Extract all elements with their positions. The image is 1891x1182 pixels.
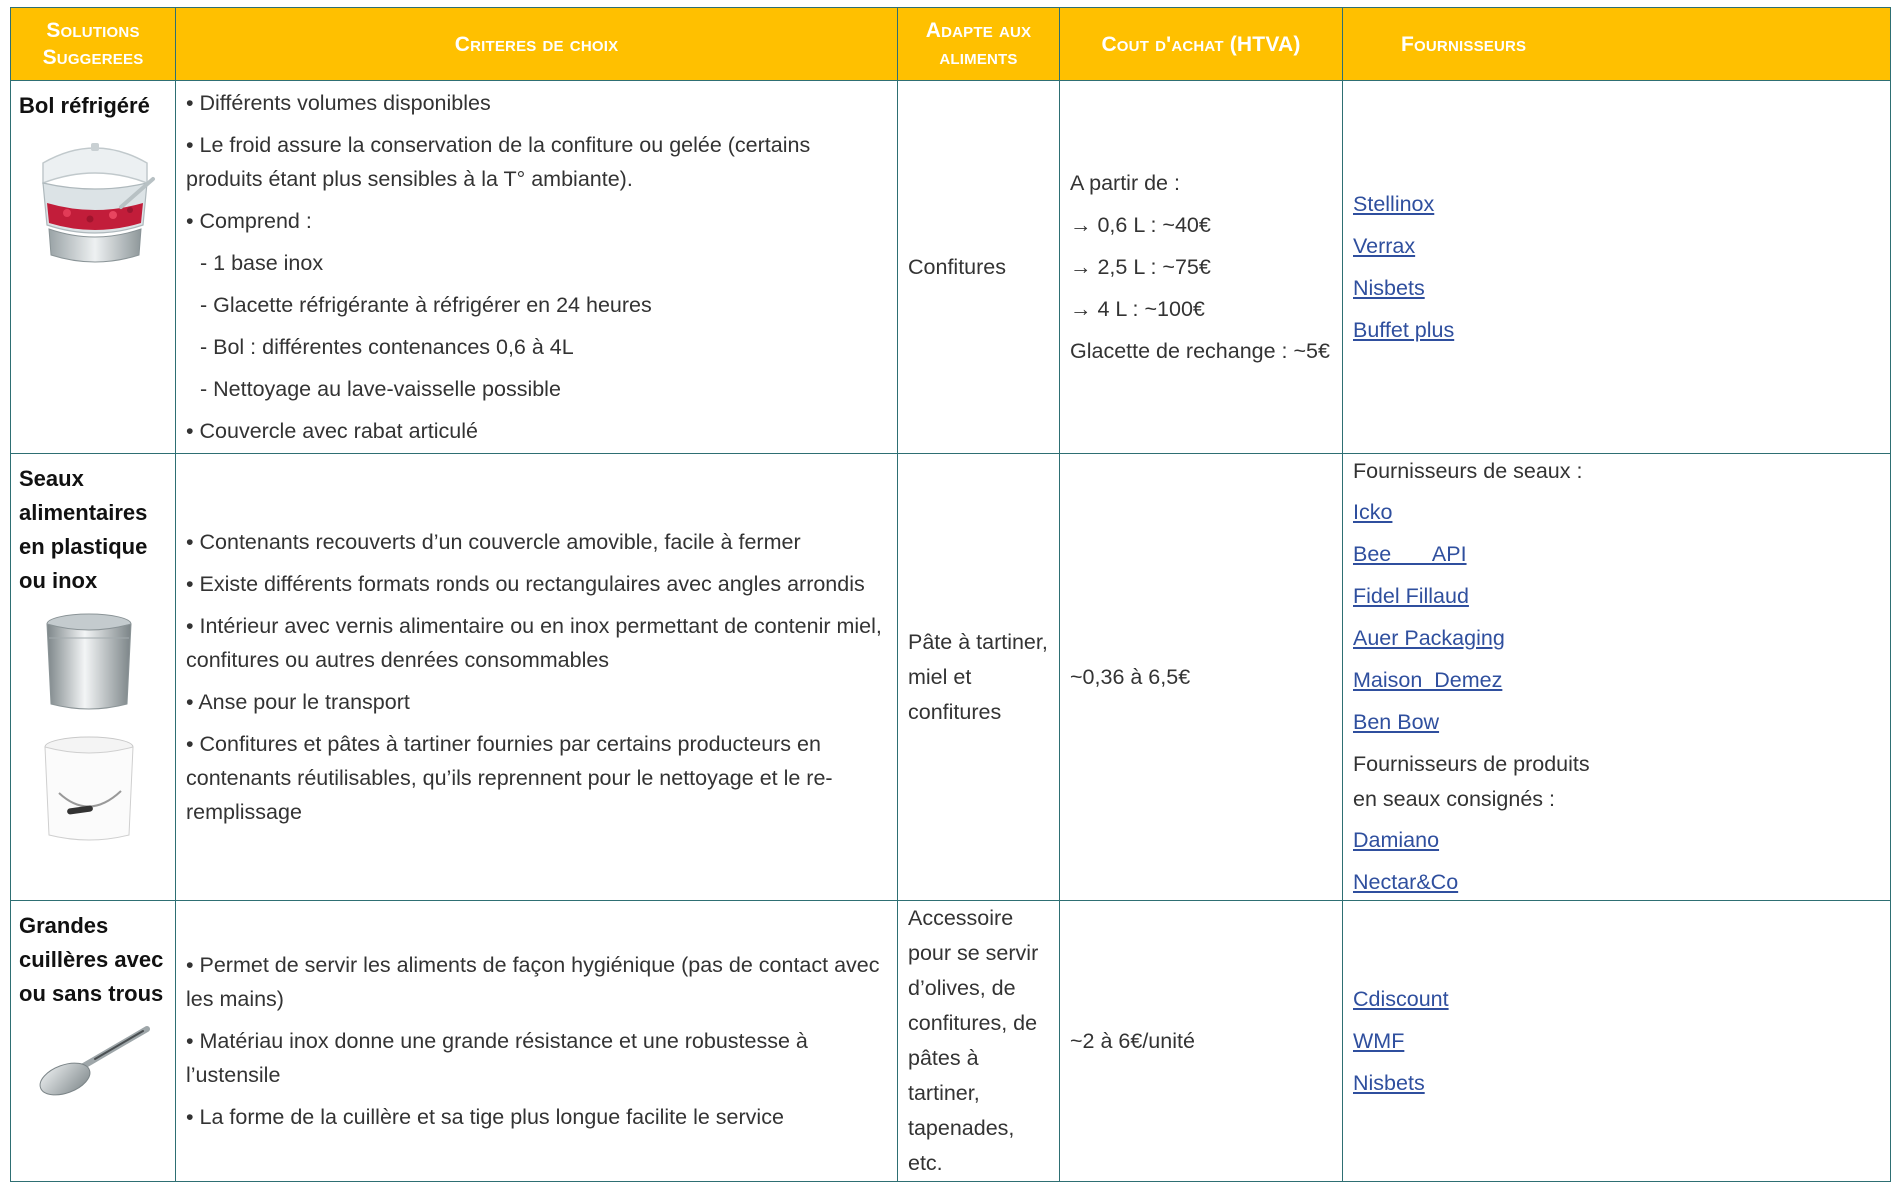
criteria-item: • Intérieur avec vernis alimentaire ou en inox permettant de contenir miel, confitures ou autres denrées consommables	[186, 614, 882, 672]
cost-line: → 0,6 L : ~40€	[1070, 212, 1211, 237]
cost-cell	[1060, 81, 1343, 454]
solution-cell	[11, 81, 176, 454]
supplier-link-icko[interactable]: Icko	[1353, 500, 1393, 524]
cost-cell: ~2 à 6€/unité	[1060, 901, 1343, 1182]
header-cost: Cout d'achat (HTVA)	[1060, 8, 1343, 81]
serving-spoon-image	[19, 1021, 167, 1106]
suppliers-cell	[1343, 901, 1891, 1182]
foods-cell: Accessoire pour se servir d’olives, de confitures, de pâtes à tartiner, tapenades, etc.	[898, 901, 1060, 1182]
criteria-cell	[176, 81, 898, 454]
criteria-item: • Couvercle avec rabat articulé	[186, 419, 478, 443]
header-solutions	[11, 8, 176, 81]
supplier-link-wmf[interactable]: WMF	[1353, 1028, 1405, 1053]
criteria-item: • Matériau inox donne une grande résistance et une robustesse à l’ustensile	[186, 1029, 808, 1087]
cost-cell: ~0,36 à 6,5€	[1060, 454, 1343, 901]
supplier-link-damiano[interactable]: Damiano	[1353, 828, 1440, 852]
header-foods	[898, 8, 1060, 81]
criteria-cell	[176, 454, 898, 901]
supplier-link-auer-packaging[interactable]: Auer Packaging	[1353, 626, 1505, 650]
cost-line: → 4 L : ~100€	[1070, 296, 1205, 321]
criteria-item: • Confitures et pâtes à tartiner fournies par certains producteurs en contenants réutilisables, qu’ils reprennent pour le nettoyage et le re-remplissage	[186, 732, 833, 824]
criteria-subitem: - Glacette réfrigérante à réfrigérer en 24 heures	[200, 293, 652, 317]
solution-title: Bol réfrigéré	[19, 93, 150, 118]
header-solutions-line2: Suggerees	[42, 46, 144, 69]
foods-cell: Confitures	[898, 81, 1060, 454]
suppliers-cell	[1343, 81, 1891, 454]
supplier-link-nisbets[interactable]: Nisbets	[1353, 275, 1425, 300]
supplier-link-verrax[interactable]: Verrax	[1353, 233, 1416, 258]
criteria-item: • Permet de servir les aliments de façon hygiénique (pas de contact avec les mains)	[186, 953, 880, 1011]
suppliers-heading-consigned: Fournisseurs de produits en seaux consignés :	[1353, 752, 1590, 811]
solution-title: Seaux alimentaires en plastique ou inox	[19, 466, 148, 593]
criteria-cell	[176, 901, 898, 1182]
cost-line: A partir de :	[1070, 170, 1180, 195]
header-solutions-line1: Solutions	[46, 19, 140, 42]
header-foods-line2: aliments	[939, 46, 1018, 69]
solution-cell	[11, 454, 176, 901]
suppliers-heading: Fournisseurs de seaux :	[1353, 459, 1583, 483]
criteria-subitem: - Nettoyage au lave-vaisselle possible	[200, 377, 561, 401]
criteria-item: • Comprend :	[186, 209, 312, 233]
table-row	[11, 454, 1891, 901]
solutions-table	[10, 7, 1891, 1182]
supplier-link-fidel-fillaud[interactable]: Fidel Fillaud	[1353, 584, 1469, 608]
solution-cell	[11, 901, 176, 1182]
supplier-link-ben-bow[interactable]: Ben Bow	[1353, 710, 1440, 734]
header-suppliers: Fournisseurs	[1343, 8, 1891, 81]
criteria-item: • Contenants recouverts d’un couvercle amovible, facile à fermer	[186, 530, 801, 554]
header-criteria: Criteres de choix	[176, 8, 898, 81]
supplier-link-bee-api[interactable]: Bee API	[1353, 542, 1467, 566]
criteria-item: • Existe différents formats ronds ou rectangulaires avec angles arrondis	[186, 572, 865, 596]
chilled-bowl-image	[19, 133, 167, 278]
supplier-link-nectar-co[interactable]: Nectar&Co	[1353, 870, 1459, 894]
criteria-item: • Différents volumes disponibles	[186, 91, 491, 115]
criteria-subitem: - 1 base inox	[200, 251, 324, 275]
supplier-link-stellinox[interactable]: Stellinox	[1353, 191, 1435, 216]
supplier-link-maison-demez[interactable]: Maison Demez	[1353, 668, 1503, 692]
table-row	[11, 81, 1891, 454]
suppliers-cell	[1343, 454, 1891, 901]
supplier-link-buffet-plus[interactable]: Buffet plus	[1353, 317, 1455, 342]
header-row	[11, 8, 1891, 81]
criteria-subitem: - Bol : différentes contenances 0,6 à 4L	[200, 335, 574, 359]
solution-title: Grandes cuillères avec ou sans trous	[19, 913, 164, 1006]
criteria-item: • La forme de la cuillère et sa tige plus longue facilite le service	[186, 1105, 784, 1129]
white-bucket-image	[19, 733, 167, 853]
cost-line: → 2,5 L : ~75€	[1070, 254, 1211, 279]
supplier-link-cdiscount[interactable]: Cdiscount	[1353, 986, 1449, 1011]
header-foods-line1: Adapte aux	[925, 19, 1032, 42]
criteria-item: • Le froid assure la conservation de la confiture ou gelée (certains produits étant plus sensibles à la T° ambiante).	[186, 133, 811, 191]
table-row	[11, 901, 1891, 1182]
supplier-link-nisbets[interactable]: Nisbets	[1353, 1070, 1425, 1095]
steel-bucket-image	[19, 608, 167, 723]
cost-line: Glacette de rechange : ~5€	[1070, 338, 1330, 363]
foods-cell: Pâte à tartiner, miel et confitures	[898, 454, 1060, 901]
criteria-item: • Anse pour le transport	[186, 690, 410, 714]
